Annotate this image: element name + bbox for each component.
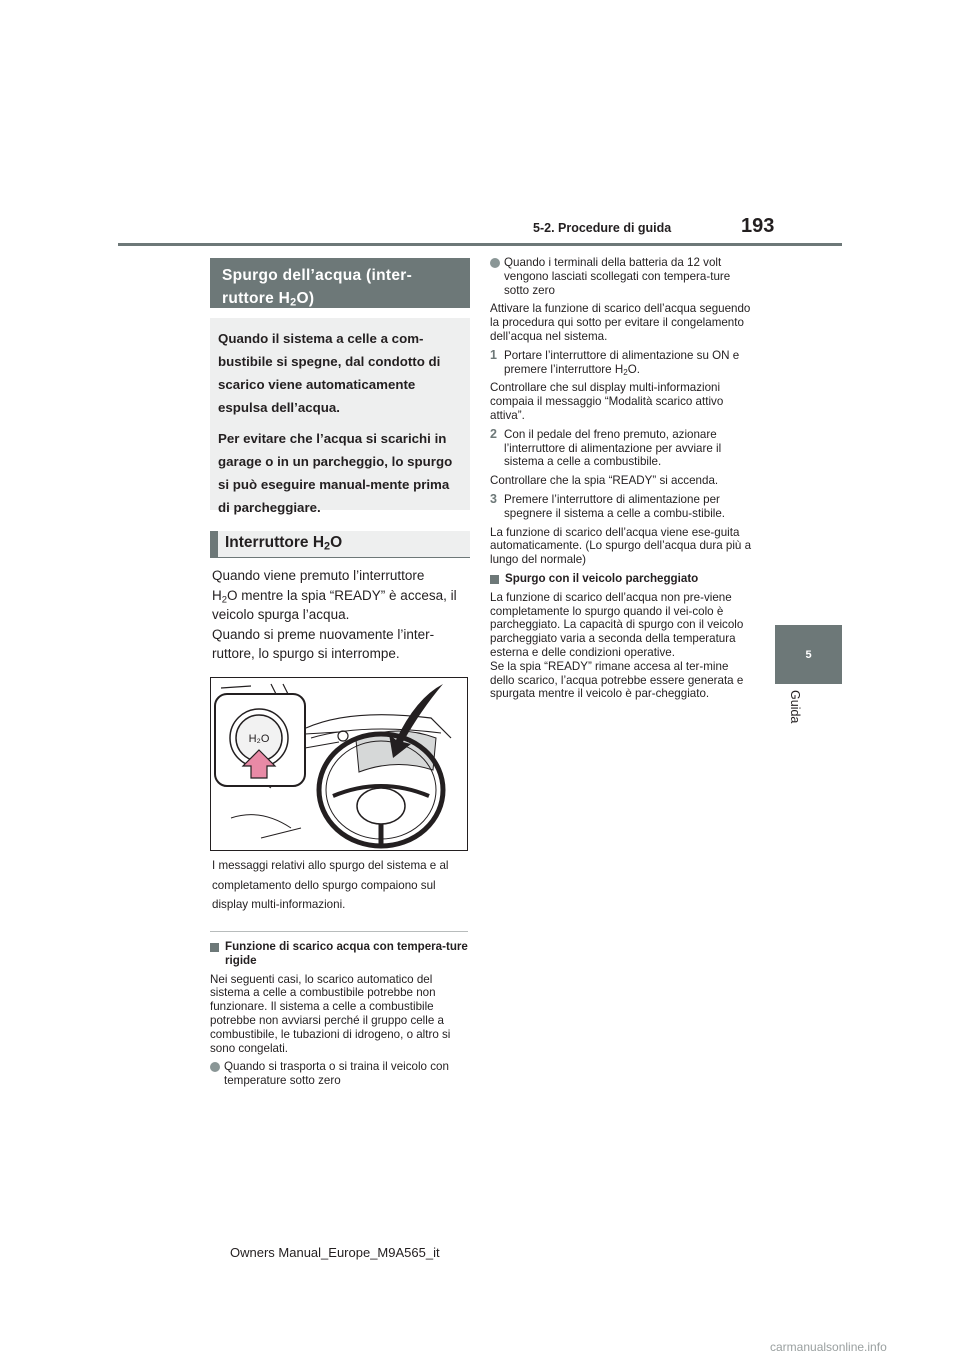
caption-divider: [210, 931, 468, 932]
note-heading-parked: Spurgo con il veicolo parcheggiato: [490, 572, 752, 586]
chapter-label: Guida: [788, 690, 802, 724]
step-3: 3 Premere l’interruttore di alimentazione per spegnere il sistema a celle a combu-stibile.: [490, 491, 726, 520]
check-ready: Controllare che la spia “READY” si accenda.: [490, 474, 719, 488]
figure-caption: I messaggi relativi allo spurgo del sistema e al completamento dello spurgo compaiono sul display multi-informazioni.: [212, 859, 449, 911]
section-title: 5-2. Procedure di guida: [533, 221, 672, 235]
check-message: Controllare che sul display multi-informazioni compaia il messaggio “Modalità scarico attivo attiva”.: [490, 381, 724, 422]
h2o-switch-label: H₂O: [248, 733, 270, 745]
bullet-battery: Quando i terminali della batteria da 12 volt vengono lasciati scollegati con tempera-ture sotto zero: [490, 256, 752, 297]
header-rule: [118, 243, 842, 246]
banner-line2: ruttore $H_2O$): [222, 290, 315, 309]
page-number: 193: [741, 215, 775, 237]
step-1: 1 Portare l’interruttore di alimentazione su ON e premere l’interruttore $H_2O$.: [490, 347, 740, 377]
auto-drain-paragraph: La funzione di scarico dell’acqua viene ese-guita automaticamente. (Lo spurgo dell’acqua dura più a lungo del normale): [490, 525, 752, 567]
dashboard-illustration: [210, 677, 468, 851]
left-column-notes: [210, 940, 468, 1093]
right-column-notes: [490, 256, 752, 706]
chapter-tab: [775, 625, 842, 684]
subsection-heading: Interruttore $H_2O$: [210, 531, 470, 558]
summary-paragraph-2: Per evitare che l’acqua si scarichi in garage o in un parcheggio, lo spurgo si può eseguire manual-mente prima di parcheggiare.: [218, 431, 453, 515]
note-heading-cold: Funzione di scarico acqua con tempera-ture rigide: [210, 940, 468, 968]
watermark: carmanualsonline.info: [770, 1340, 887, 1354]
section-banner: [210, 258, 470, 308]
footer-manual-id: Owners Manual_Europe_M9A565_it: [230, 1245, 440, 1260]
intro-text: Quando viene premuto l’interruttore $H_2O$ mentre la spia “READY” è accesa, il veicolo spurga l’acqua. Quando si preme nuovamente l’inter-ruttore, lo spurgo si interrompe.: [212, 568, 457, 661]
step-2: 2 Con il pedale del freno premuto, azionare l’interruttore di alimentazione per avviare il sistema a celle a combustibile.: [490, 426, 722, 469]
activate-paragraph: Attivare la funzione di scarico dell’acqua seguendo la procedura qui sotto per evitare il congelamento dell’acqua nel sistema.: [490, 302, 751, 343]
parked-paragraph-2: Se la spia “READY” rimane accesa al ter-mine dello scarico, l’acqua potrebbe essere generata e spurgata mentre il veicolo è par-cheggiato.: [490, 659, 744, 701]
chapter-number: 5: [805, 648, 812, 661]
parked-paragraph-1: La funzione di scarico dell’acqua non pre-viene completamente lo spurgo quando il vei-colo è parcheggiato. La capacità di spurgo con il veicolo parcheggiato varia a seconda della temperatura esterna e delle condizioni operative.: [490, 590, 744, 659]
bullet-towing: Quando si trasporta o si traina il veicolo con temperature sotto zero: [210, 1060, 468, 1088]
note-body-cold: Nei seguenti casi, lo scarico automatico del sistema a celle a combustibile potrebbe non funzionare. Il sistema a celle a combustibile potrebbe non avviarsi perché il gruppo celle a combustibile, le tubazioni di idrogeno, o altro si sono congelati.: [210, 972, 451, 1055]
banner-line1: Spurgo dell’acqua (inter-: [222, 267, 413, 284]
summary-box: [210, 318, 470, 515]
summary-paragraph-1: Quando il sistema a celle a com-bustibile si spegne, dal condotto di scarico viene automaticamente espulsa dell’acqua.: [218, 331, 441, 415]
steering-wheel-illustration: [211, 678, 467, 850]
